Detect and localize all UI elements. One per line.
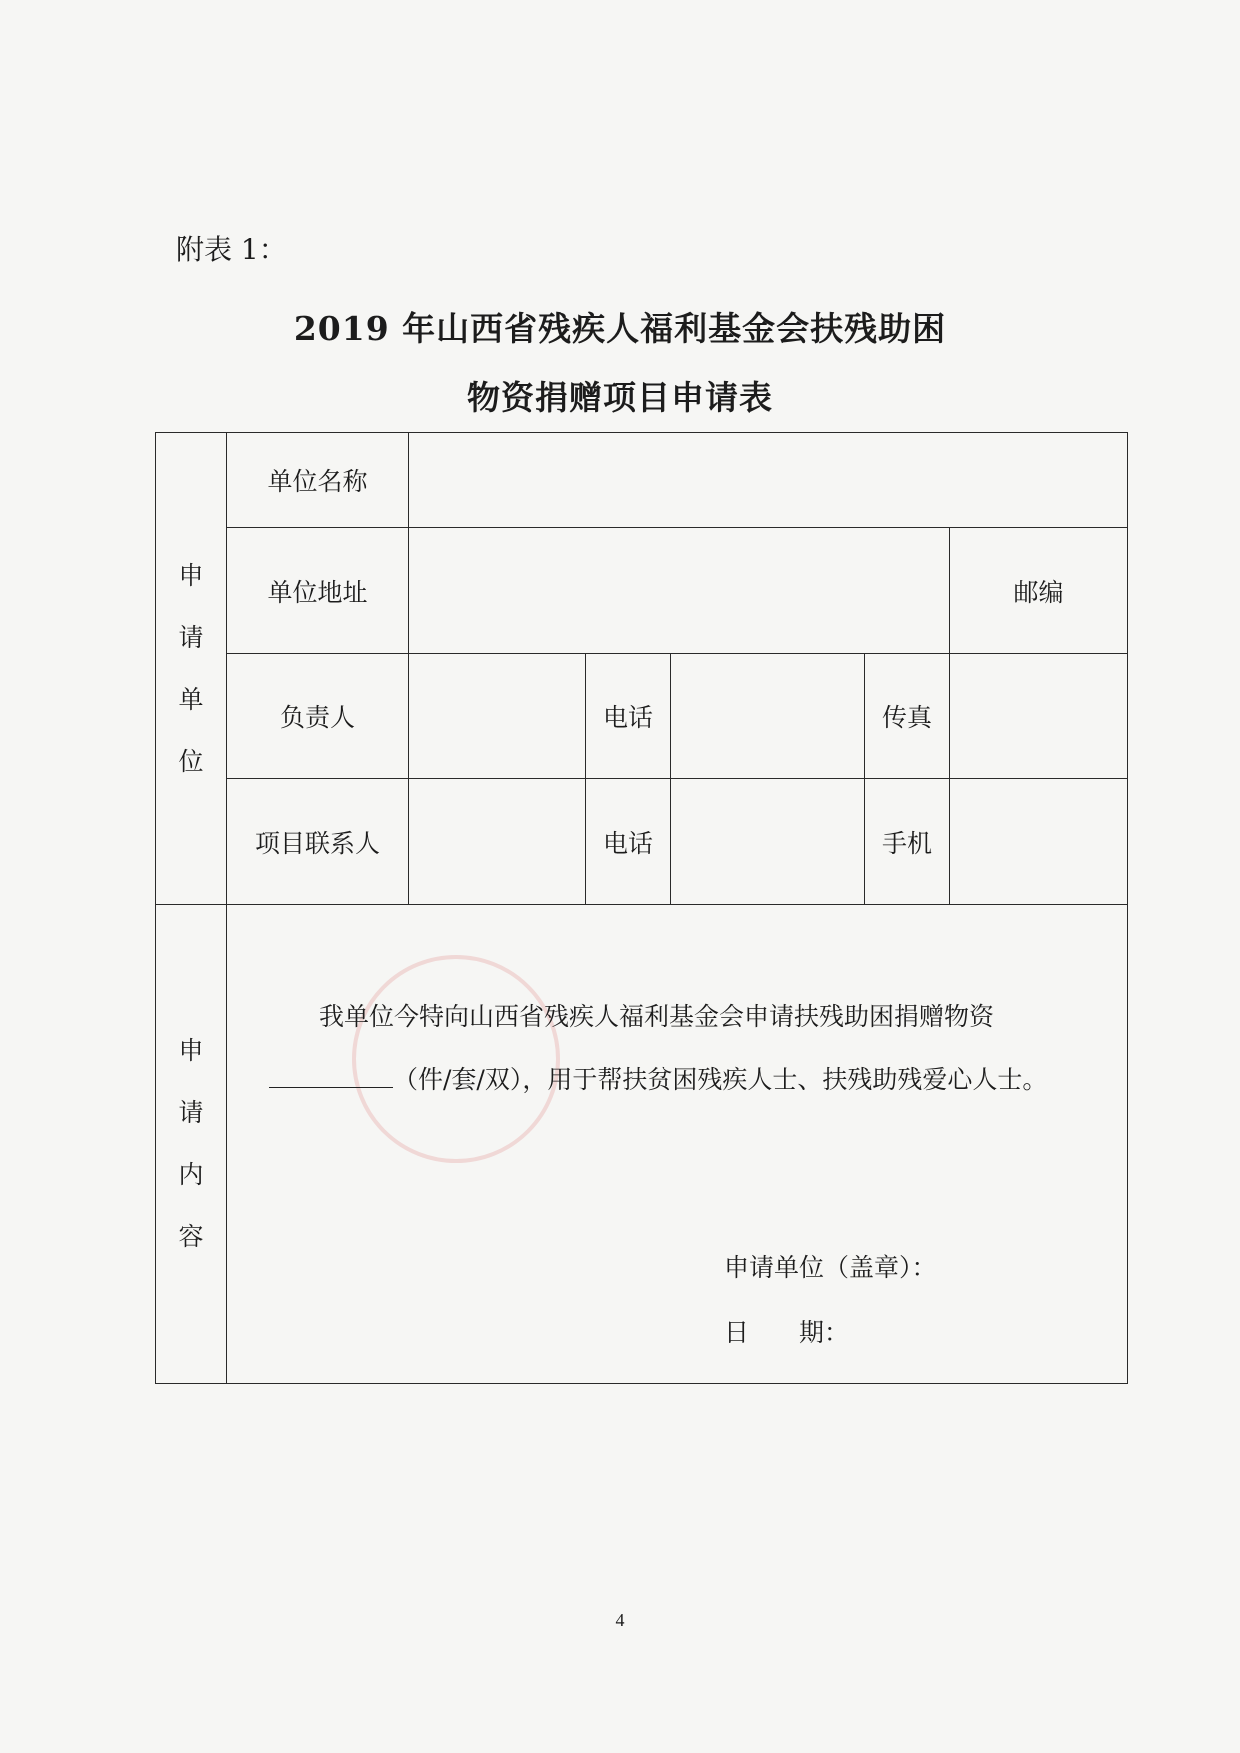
quantity-blank-field[interactable]	[269, 1065, 393, 1088]
attachment-label: 附表 1：	[176, 233, 287, 266]
application-content-cell	[227, 905, 1128, 1384]
person-in-charge-field[interactable]	[409, 654, 586, 779]
statement-part-1: 我单位今特向山西省残疾人福利基金会申请扶残助困捐赠物资	[319, 1002, 995, 1031]
form-title-line-2: 物资捐赠项目申请表	[467, 378, 773, 417]
person-in-charge-label: 负责人	[227, 654, 409, 779]
application-statement	[269, 985, 1115, 1111]
content-char: 内	[178, 1160, 204, 1189]
content-char: 容	[178, 1222, 204, 1251]
application-form-table	[155, 432, 1128, 1384]
date-row	[724, 1300, 937, 1365]
content-char: 请	[178, 1098, 204, 1127]
fax-field[interactable]	[950, 654, 1128, 779]
project-contact-field[interactable]	[409, 779, 586, 905]
content-char: 申	[178, 1036, 204, 1065]
applicant-char: 位	[178, 746, 204, 776]
phone-label: 电话	[586, 654, 671, 779]
unit-address-field[interactable]	[409, 528, 950, 654]
applicant-char: 请	[178, 622, 204, 652]
signature-block	[724, 1235, 937, 1365]
date-label-char-2: 期：	[799, 1318, 850, 1347]
unit-address-label: 单位地址	[227, 528, 409, 654]
mobile-label: 手机	[865, 779, 950, 905]
mobile-field[interactable]	[950, 779, 1128, 905]
unit-name-field[interactable]	[409, 433, 1128, 528]
fax-label: 传真	[865, 654, 950, 779]
applicant-char: 单	[178, 684, 204, 714]
contact-phone-field[interactable]	[671, 779, 865, 905]
applicant-char: 申	[178, 560, 204, 590]
applicant-section-label	[156, 433, 227, 905]
phone-field[interactable]	[671, 654, 865, 779]
postcode-label: 邮编	[950, 528, 1128, 654]
statement-part-2: （件/套/双），用于帮扶贫困残疾人士、扶残助残爱心人士。	[393, 1065, 1048, 1094]
applicant-seal-label: 申请单位（盖章）：	[724, 1253, 937, 1282]
date-label-char-1: 日	[724, 1318, 750, 1347]
project-contact-label: 项目联系人	[227, 779, 409, 905]
contact-phone-label: 电话	[586, 779, 671, 905]
form-title-line-1: 2019 年山西省残疾人福利基金会扶残助困	[293, 309, 947, 348]
content-section-label	[156, 905, 227, 1384]
page-number: 4	[615, 1610, 625, 1630]
unit-name-label: 单位名称	[227, 433, 409, 528]
